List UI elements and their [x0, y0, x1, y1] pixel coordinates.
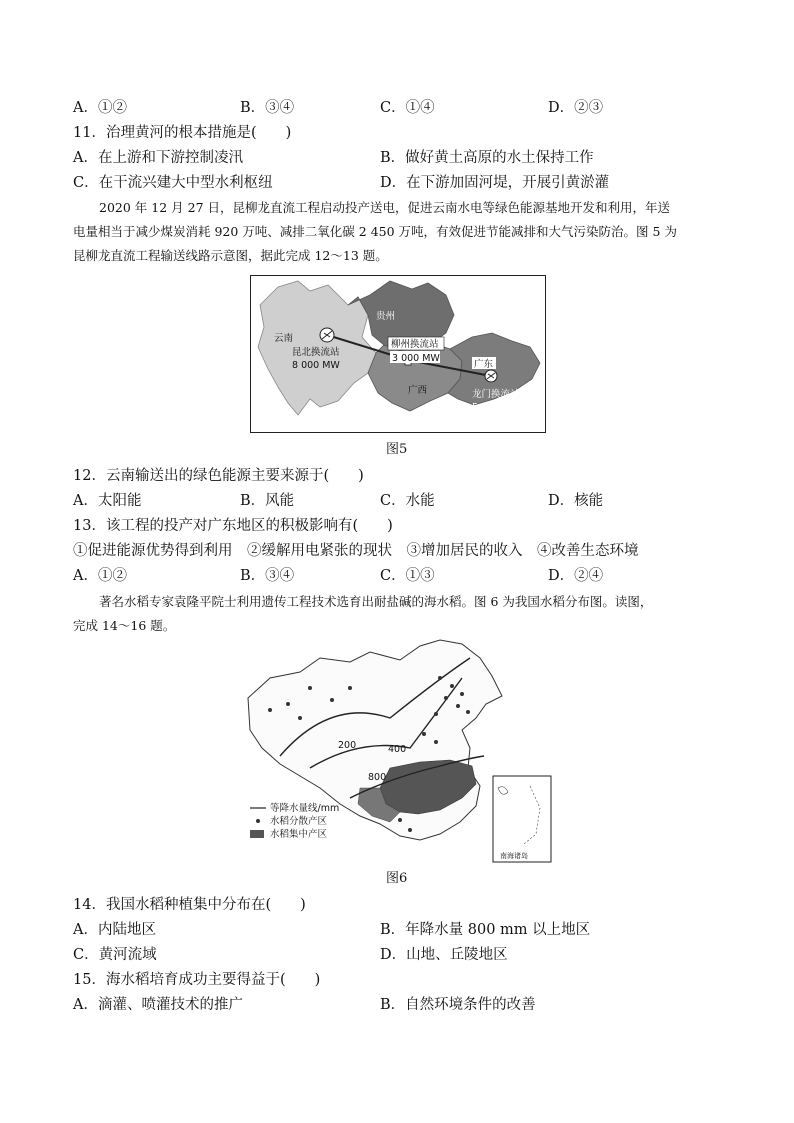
kunbei-station-icon: [320, 328, 334, 342]
figure-6-legend: [250, 802, 339, 840]
q11-option-b: B．做好黄土高原的水土保持工作: [380, 150, 594, 166]
isoline-label-400: 400: [388, 744, 407, 755]
q14-stem: 14．我国水稻种植集中分布在( ): [73, 897, 306, 913]
q14-option-c: C．黄河流域: [73, 947, 157, 963]
q13-option-b: B．③④: [240, 568, 295, 584]
q13-items: ①促进能源优势得到利用 ②缓解用电紧张的现状 ③增加居民的收入 ④改善生态环境: [73, 543, 639, 559]
figure-5-map: [250, 275, 546, 433]
q12-option-a: A．太阳能: [73, 493, 142, 509]
q13-option-d: D．②④: [548, 568, 604, 584]
longmen-station-icon: [485, 370, 497, 382]
q11-option-a: A．在上游和下游控制凌汛: [73, 150, 243, 166]
inset-label: 南海诸岛: [500, 852, 528, 860]
legend-scattered: 水稻分散产区: [270, 816, 328, 827]
south-china-sea-inset: [493, 776, 551, 862]
q14-option-b: B．年降水量 800 mm 以上地区: [380, 922, 591, 938]
figure-5-caption: 图5: [386, 442, 408, 457]
q12-option-d: D．核能: [548, 493, 604, 509]
q13-stem: 13．该工程的投产对广东地区的积极影响有( ): [73, 518, 393, 534]
q12-stem: 12．云南输送出的绿色能源主要来源于( ): [73, 468, 364, 484]
label-kunbei: 昆北换流站: [292, 347, 340, 358]
q10-option-b: B．③④: [240, 100, 295, 116]
label-liuzhou: 柳州换流站: [391, 339, 439, 350]
isoline-label-800: 800: [368, 772, 387, 783]
label-guizhou: 贵州: [376, 311, 396, 322]
label-yunnan: 云南: [274, 333, 294, 344]
label-guangdong: 广东: [474, 359, 494, 370]
isoline-label-200: 200: [338, 740, 357, 751]
q15-option-a: A．滴灌、喷灌技术的推广: [73, 997, 243, 1013]
passage-1-line-2: 电量相当于减少煤炭消耗 920 万吨、减排二氧化碳 2 450 万吨，有效促进节能减排和大气污染防治。图 5 为: [73, 224, 677, 239]
q11-option-c: C．在干流兴建大中型水利枢纽: [73, 175, 273, 191]
q15-stem: 15．海水稻培育成功主要得益于( ): [73, 972, 321, 988]
legend-concentrated: 水稻集中产区: [270, 829, 328, 840]
q14-option-d: D．山地、丘陵地区: [380, 947, 508, 963]
label-longmen: 龙门换流站: [472, 389, 520, 400]
figure-6-map: [240, 638, 554, 864]
label-longmen-mw: 5 000 MW: [472, 402, 520, 413]
q13-option-c: C．①③: [380, 568, 435, 584]
q15-option-b: B．自然环境条件的改善: [380, 997, 536, 1013]
q14-option-a: A．内陆地区: [73, 922, 156, 938]
q10-option-d: D．②③: [548, 100, 604, 116]
label-kunbei-mw: 8 000 MW: [292, 360, 340, 371]
passage-2: [73, 590, 723, 638]
passage-1-line-3: 昆柳龙直流工程输送线路示意图，据此完成 12～13 题。: [73, 248, 388, 263]
q10-option-a: A．①②: [73, 100, 127, 116]
q12-option-b: B．风能: [240, 493, 295, 509]
q13-option-a: A．①②: [73, 568, 127, 584]
passage-1: [73, 196, 723, 268]
q11-stem: 11．治理黄河的根本措施是( ): [73, 125, 292, 141]
label-liuzhou-mw: 3 000 MW: [392, 353, 440, 364]
passage-1-line-1: 2020 年 12 月 27 日，昆柳龙直流工程启动投产送电，促进云南水电等绿色能源基地开发和利用，年送: [99, 200, 670, 215]
legend-isoline: 等降水量线/mm: [270, 803, 340, 814]
q11-option-d: D．在下游加固河堤，开展引黄淤灌: [380, 175, 610, 191]
q10-option-c: C．①④: [380, 100, 435, 116]
figure-6-caption: 图6: [386, 871, 408, 886]
passage-2-line-1: 著名水稻专家袁隆平院士利用遗传工程技术选育出耐盐碱的海水稻。图 6 为我国水稻分布图。读图，: [99, 594, 653, 609]
label-guangxi: 广西: [408, 385, 428, 396]
passage-2-line-2: 完成 14～16 题。: [73, 618, 176, 633]
q12-option-c: C．水能: [380, 493, 435, 509]
